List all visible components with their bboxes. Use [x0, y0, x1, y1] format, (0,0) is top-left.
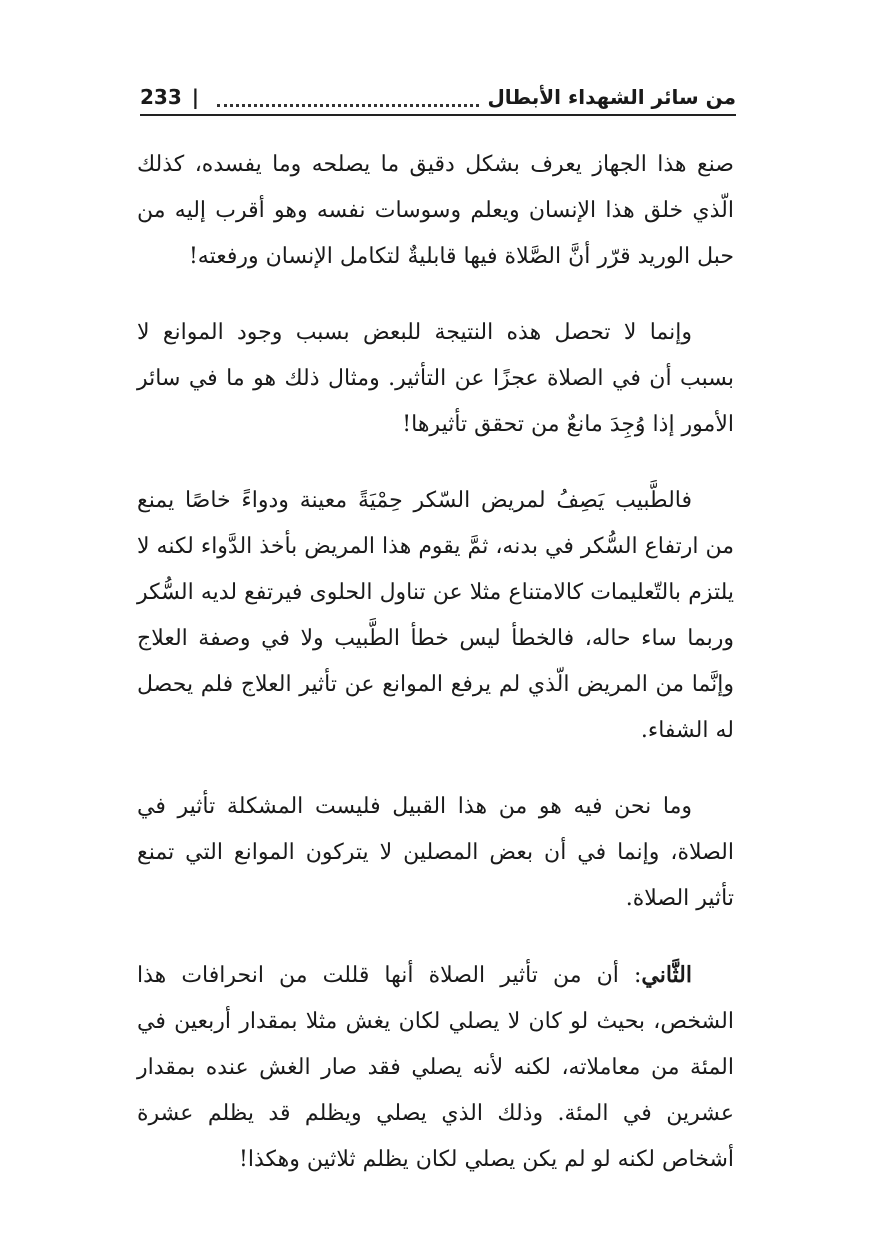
header-dot-leader	[217, 92, 479, 107]
paragraph	[137, 952, 734, 1183]
paragraph: وإنما لا تحصل هذه النتيجة للبعض بسبب وجود الموانع لا بسبب أن في الصلاة عجزًا عن التأثير. ومثال ذلك هو ما في سائر الأمور إذا وُجِدَ مانعٌ من تحقق تأثيرها!	[137, 320, 734, 437]
paragraph: وما نحن فيه هو من هذا القبيل فليست المشكلة تأثير في الصلاة، وإنما في أن بعض المصلين لا يتركون الموانع التي تمنع تأثير الصلاة.	[137, 794, 734, 911]
paragraph-lead-word: الثَّاني	[641, 962, 692, 988]
header-title: من سائر الشهداء الأبطال	[487, 85, 736, 109]
header-separator: |	[191, 85, 200, 109]
paragraph-body: : أن من تأثير الصلاة أنها قللت من انحرافات هذا الشخص، بحيث لو كان لا يصلي لكان يغش مثلا بمقدار أربعين في المئة من معاملاته، لكنه لأنه يصلي فقد صار الغش عنده بمقدار عشرين في المئة. وذلك الذي يصلي ويظلم قد يظلم عشرة أشخاص لكنه لو لم يكن يصلي لكان يظلم ثلاثين وهكذا!	[137, 963, 734, 1172]
running-header	[140, 80, 736, 116]
paragraph: فالطَّبيب يَصِفُ لمريض السّكر حِمْيَةً معينة ودواءً خاصًا يمنع من ارتفاع السُّكر في بدنه، ثمَّ يقوم هذا المريض بأخذ الدَّواء لكنه لا يلتزم بالتّعليمات كالامتناع مثلا عن تناول الحلوى فيرتفع لديه السُّكر وربما ساء حاله، فالخطأ ليس خطأ الطَّبيب ولا في وصفة العلاج وإنَّما من المريض الّذي لم يرفع الموانع عن تأثير العلاج فلم يحصل له الشفاء.	[137, 488, 734, 743]
paragraph: صنع هذا الجهاز يعرف بشكل دقيق ما يصلحه وما يفسده، كذلك الّذي خلق هذا الإنسان ويعلم وسوسات نفسه وهو أقرب إليه من حبل الوريد قرّر أنَّ الصَّلاة فيها قابليةٌ لتكامل الإنسان ورفعته!	[137, 152, 734, 269]
body-text	[137, 142, 734, 1213]
page-number: 233	[140, 85, 182, 109]
